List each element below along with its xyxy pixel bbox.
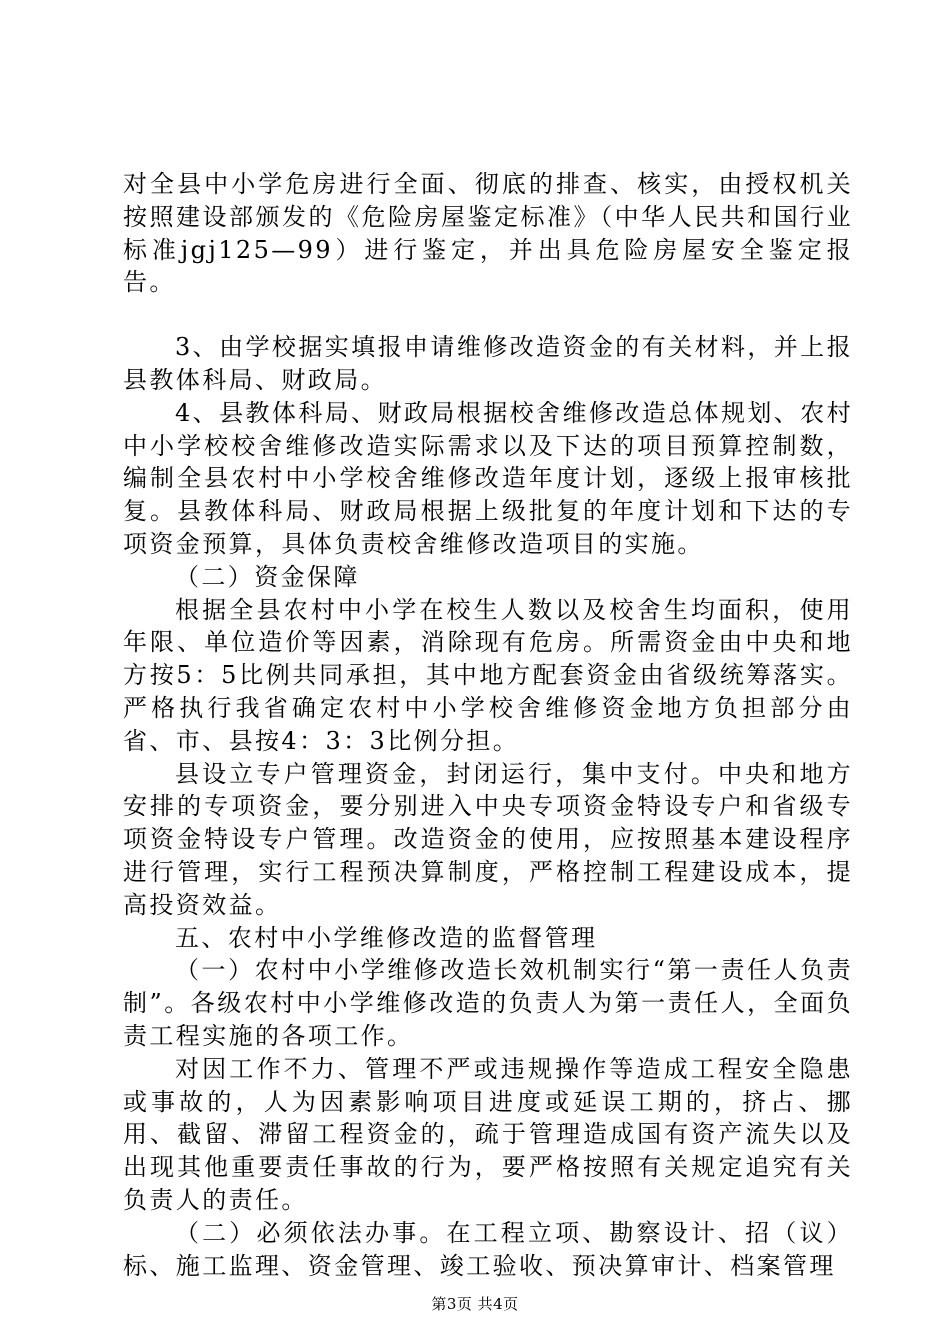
paragraph-funding-ratio: 根据全县农村中小学在校生人数以及校舍生均面积，使用年限、单位造价等因素，消除现有危房。所需资金由中央和地方按5：5比例共同承担，其中地方配套资金由省级统筹落实。严格执行我省确定农村中小学校舍维修资金地方负担部分由省、市、县按4：3：3比例分担。 (123, 595, 853, 755)
document-body (123, 168, 853, 1282)
paragraph-first-responsible: （一）农村中小学维修改造长效机制实行“第一责任人负责制”。各级农村中小学维修改造的负责人为第一责任人，全面负责工程实施的各项工作。 (123, 956, 853, 1050)
section-heading-funding: （二）资金保障 (175, 562, 360, 591)
paragraph-special-account: 县设立专户管理资金，封闭运行，集中支付。中央和地方安排的专项资金，要分别进入中央专项资金特设专户和省级专项资金特设专户管理。改造资金的使用，应按照基本建设程序进行管理，实行工程预决算制度，严格控制工程建设成本，提高投资效益。 (123, 759, 853, 919)
page-number: 第3页 共4页 (431, 1295, 519, 1313)
paragraph-accountability: 对因工作不力、管理不严或违规操作等造成工程安全隐患或事故的，人为因素影响项目进度或延误工期的，挤占、挪用、截留、滞留工程资金的，疏于管理造成国有资产流失以及出现其他重要责任事故的行为，要严格按照有关规定追究有关负责人的责任。 (123, 1054, 853, 1214)
paragraph-step-3: 3、由学校据实填报申请维修改造资金的有关材料，并上报县教体科局、财政局。 (123, 333, 853, 394)
paragraph-lawful-conduct: （二）必须依法办事。在工程立项、勘察设计、招（议）标、施工监理、资金管理、竣工验收、预决算审计、档案管理 (123, 1218, 853, 1280)
section-heading-supervision: 五、农村中小学维修改造的监督管理 (175, 923, 598, 952)
paragraph-step-4: 4、县教体科局、财政局根据校舍维修改造总体规划、农村中小学校校舍维修改造实际需求以及下达的项目预算控制数，编制全县农村中小学校舍维修改造年度计划，逐级上报审核批复。县教体科局、财政局根据上级批复的年度计划和下达的专项资金预算，具体负责校舍维修改造项目的实施。 (123, 398, 853, 558)
paragraph-appraisal: 对全县中小学危房进行全面、彻底的排查、核实，由授权机关按照建设部颁发的《危险房屋鉴定标准》（中华人民共和国行业标准jgj125—99）进行鉴定，并出具危险房屋安全鉴定报告。 (123, 170, 853, 297)
